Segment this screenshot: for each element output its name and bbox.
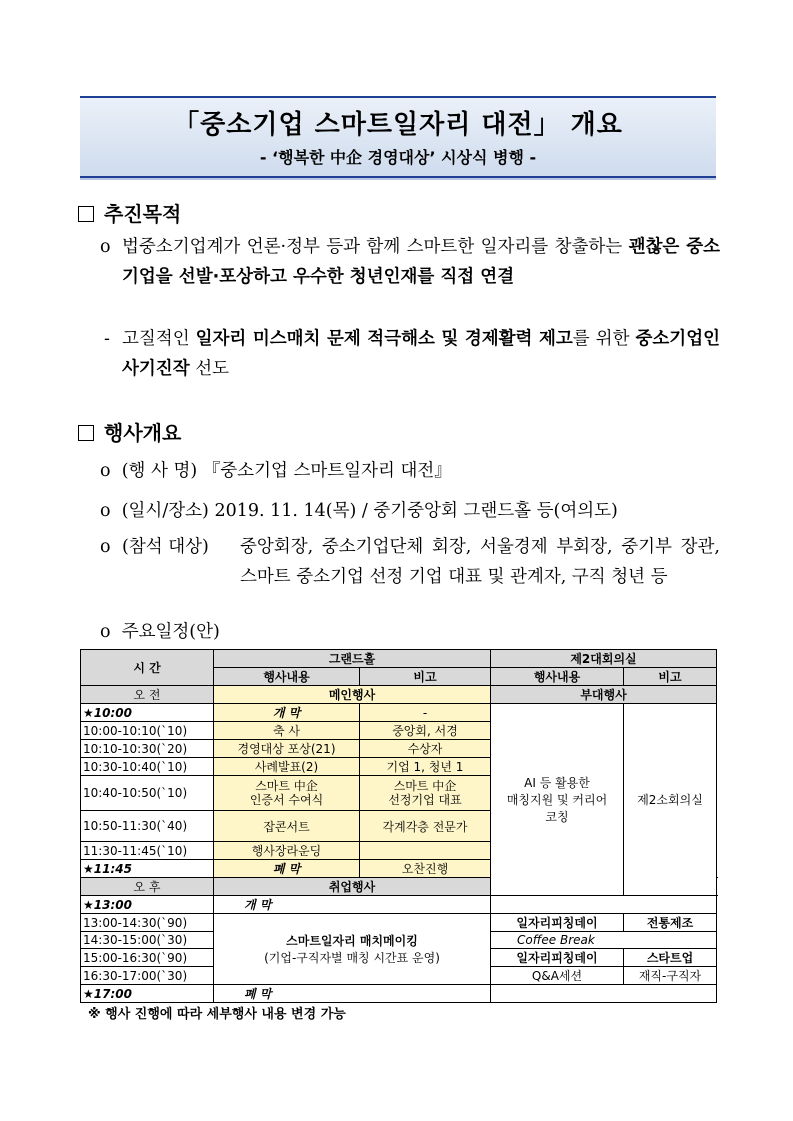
schedule-table [80,649,717,1003]
footnote: ※ 행사 진행에 따라 세부행사 내용 변경 가능 [88,1007,346,1022]
circle-bullet-icon: o [100,501,111,521]
event-cell: 경영대상 포상(21) [214,740,360,758]
am-side-note: 제2소회의실 [624,704,717,896]
am-side-label: 부대행사 [491,686,717,704]
title-box [80,96,716,178]
circle-bullet-icon: o [100,237,111,257]
header-event: 행사내용 [214,668,360,686]
side-event-cell: Coffee Break [491,932,717,949]
header-note: 비고 [360,668,491,686]
time-cell: 15:00-16:30(`90) [81,949,214,967]
circle-bullet-icon: o [100,461,111,481]
page-subtitle: - ‘행복한 中企 경영대상’ 시상식 병행 - [259,148,537,167]
side-event-cell: Q&A세션 [491,967,624,985]
event-cell: 개 막 [214,704,360,722]
section-heading-purpose: 추진목적 [78,198,181,227]
event-cell: 폐 막 [214,985,491,1003]
time-cell: ★17:00 [81,985,214,1003]
note-cell: 기업 1, 청년 1 [360,758,491,776]
note-cell: 각계각층 전문가 [360,811,491,842]
checkbox-icon [78,425,94,441]
pm-main-label: 취업행사 [214,878,491,896]
am-label: 오 전 [81,686,214,704]
page-title: 「중소기업 스마트일자리 대전」 개요 [173,110,623,140]
time-cell: ★13:00 [81,896,214,914]
time-cell: 13:00-14:30(`90) [81,914,214,932]
purpose-paragraph-1: o 법중소기업계가 언론·정부 등과 함께 스마트한 일자리를 창출하는 괜찮은 중소기업을 선발·포상하고 우수한 청년인재를 직접 연결 [100,232,720,292]
time-cell: ★11:45 [81,860,214,878]
checkbox-icon [78,206,94,222]
time-cell: 10:30-10:40(`10) [81,758,214,776]
event-cell: 폐 막 [214,860,360,878]
note-cell: 중앙회, 서경 [360,722,491,740]
side-note-cell: 스타트업 [624,949,717,967]
purpose-paragraph-2: - 고질적인 일자리 미스매치 문제 적극해소 및 경제활력 제고를 위한 중소기업인 사기진작 선도 [104,324,720,384]
overview-item-schedule: o 주요일정(안) [100,622,220,642]
pm-main-event-sub: (기업-구직자별 매칭 시간표 운영) [264,951,440,965]
time-cell: 11:30-11:45(`10) [81,842,214,860]
pm-main-event [214,914,491,985]
event-cell: 행사장라운딩 [214,842,360,860]
event-cell: 잡콘서트 [214,811,360,842]
side-event-cell: 일자리피칭데이 [491,949,624,967]
dash-bullet-icon: - [104,329,110,349]
time-cell: 10:00-10:10(`10) [81,722,214,740]
time-cell: 10:10-10:30(`20) [81,740,214,758]
time-cell: 14:30-15:00(`30) [81,932,214,949]
note-cell: 수상자 [360,740,491,758]
am-side-event: AI 등 활용한 매칭지원 및 커리어 코칭 [491,704,624,896]
note-cell: 스마트 中企 선정기업 대표 [360,776,491,811]
pm-label: 오 후 [81,878,214,896]
am-main-label: 메인행사 [214,686,491,704]
overview-item-attendees: o (참석 대상) 중앙회장, 중소기업단체 회장, 서울경제 부회장, 중기부 장관, 스마트 중소기업 선정 기업 대표 및 관계자, 구직 청년 등 [100,532,720,592]
header-grandhall: 그랜드홀 [214,650,491,668]
event-cell: 개 막 [214,896,491,914]
event-cell: 축 사 [214,722,360,740]
header-note: 비고 [624,668,717,686]
empty-cell [491,896,717,914]
overview-item-name: o (행 사 명) 『중소기업 스마트일자리 대전』 [100,461,452,481]
note-cell: 오찬진행 [360,860,491,878]
time-cell: 10:40-10:50(`10) [81,776,214,811]
side-event-cell: 일자리피칭데이 [491,914,624,932]
time-cell: 16:30-17:00(`30) [81,967,214,985]
side-note-cell: 재직-구직자 [624,967,717,985]
note-cell: - [360,704,491,722]
circle-bullet-icon: o [100,537,111,557]
empty-cell [491,985,717,1003]
header-time: 시 간 [81,650,214,686]
circle-bullet-icon: o [100,622,111,642]
header-conference: 제2대회의실 [491,650,717,668]
side-note-cell: 전통제조 [624,914,717,932]
time-cell: ★10:00 [81,704,214,722]
event-cell: 사례발표(2) [214,758,360,776]
pm-main-event-title: 스마트일자리 매치메이킹 [286,934,418,948]
section-heading-overview: 행사개요 [78,417,181,446]
event-cell: 스마트 中企 인증서 수여식 [214,776,360,811]
note-cell [360,842,491,860]
header-event: 행사내용 [491,668,624,686]
time-cell: 10:50-11:30(`40) [81,811,214,842]
overview-item-datetime: o (일시/장소) 2019. 11. 14(목) / 중기중앙회 그랜드홀 등(여의도) [100,501,618,521]
